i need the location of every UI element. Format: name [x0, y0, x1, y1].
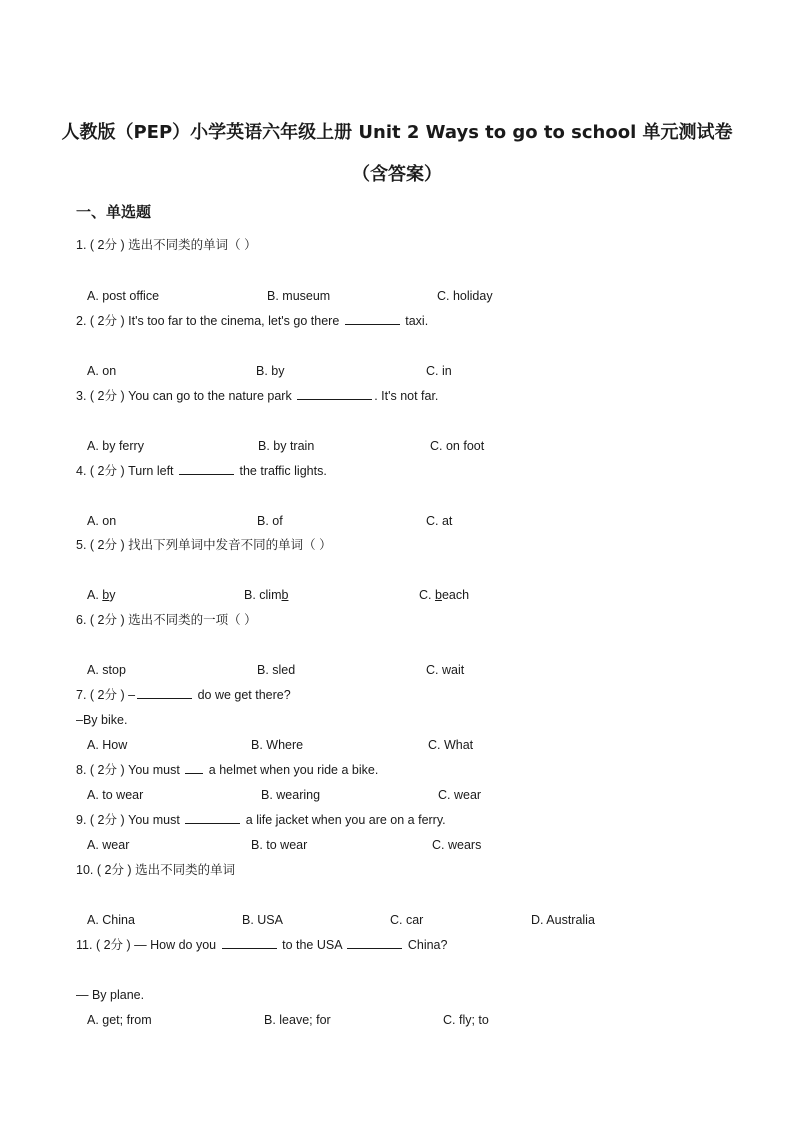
- q3-option-b[interactable]: B. by train: [258, 439, 315, 453]
- q5-option-b[interactable]: B. climb: [244, 588, 289, 602]
- question-4: 4. ( 2分 ) Turn left the traffic lights.: [76, 464, 327, 478]
- q2-option-c[interactable]: C. in: [426, 364, 452, 378]
- q4-option-a[interactable]: A. on: [87, 514, 117, 528]
- answer-blank[interactable]: [137, 687, 192, 699]
- q8-option-c[interactable]: C. wear: [438, 788, 482, 802]
- question-8: 8. ( 2分 ) You must a helmet when you ride a bike.: [76, 763, 379, 777]
- answer-blank[interactable]: [345, 313, 400, 325]
- question-7: 7. ( 2分 ) – do we get there?: [76, 688, 291, 702]
- q1-option-a[interactable]: A. post office: [87, 289, 160, 303]
- question-11: 11. ( 2分 ) — How do you to the USA China?: [76, 938, 448, 952]
- question-5: 5. ( 2分 ) 找出下列单词中发音不同的单词（ ）: [76, 538, 332, 552]
- question-2: 2. ( 2分 ) It's too far to the cinema, let's go there taxi.: [76, 314, 429, 328]
- q3-option-a[interactable]: A. by ferry: [87, 439, 144, 453]
- q11-option-a[interactable]: A. get; from: [87, 1013, 152, 1027]
- q6-option-c[interactable]: C. wait: [426, 663, 465, 677]
- q11-option-b[interactable]: B. leave; for: [264, 1013, 331, 1027]
- q2-option-b[interactable]: B. by: [256, 364, 285, 378]
- q9-option-c[interactable]: C. wears: [432, 838, 482, 852]
- q4-option-c[interactable]: C. at: [426, 514, 453, 528]
- answer-blank[interactable]: [185, 812, 240, 824]
- q7-option-b[interactable]: B. Where: [251, 738, 304, 752]
- q10-option-c[interactable]: C. car: [390, 913, 424, 927]
- question-6: 6. ( 2分 ) 选出不同类的一项（ ）: [76, 613, 257, 627]
- q9-option-a[interactable]: A. wear: [87, 838, 130, 852]
- answer-blank[interactable]: [347, 937, 402, 949]
- q10-option-b[interactable]: B. USA: [242, 913, 283, 927]
- q5-option-a[interactable]: A. by: [87, 588, 116, 602]
- q2-option-a[interactable]: A. on: [87, 364, 117, 378]
- q10-option-d[interactable]: D. Australia: [531, 913, 595, 927]
- question-3: 3. ( 2分 ) You can go to the nature park . It's not far.: [76, 389, 439, 403]
- section-heading: 一、单选题: [76, 203, 152, 221]
- q3-option-c[interactable]: C. on foot: [430, 439, 485, 453]
- q8-option-b[interactable]: B. wearing: [261, 788, 321, 802]
- question-10: 10. ( 2分 ) 选出不同类的单词: [76, 863, 236, 877]
- q5-option-c[interactable]: C. beach: [419, 588, 470, 602]
- question-9: 9. ( 2分 ) You must a life jacket when you are on a ferry.: [76, 813, 446, 827]
- q4-option-b[interactable]: B. of: [257, 514, 283, 528]
- q6-option-a[interactable]: A. stop: [87, 663, 126, 677]
- q7-option-a[interactable]: A. How: [87, 738, 128, 752]
- q9-option-b[interactable]: B. to wear: [251, 838, 308, 852]
- q10-option-a[interactable]: A. China: [87, 913, 135, 927]
- answer-blank[interactable]: [297, 388, 372, 400]
- q7-answer-line: –By bike.: [76, 713, 128, 727]
- q11-answer-line: — By plane.: [76, 988, 145, 1002]
- q11-option-c[interactable]: C. fly; to: [443, 1013, 489, 1027]
- page-title: 人教版（PEP）小学英语六年级上册 Unit 2 Ways to go to school 单元测试卷（含答案）: [61, 122, 733, 185]
- answer-blank[interactable]: [179, 463, 234, 475]
- q8-option-a[interactable]: A. to wear: [87, 788, 144, 802]
- q6-option-b[interactable]: B. sled: [257, 663, 296, 677]
- answer-blank[interactable]: [222, 937, 277, 949]
- q1-option-c[interactable]: C. holiday: [437, 289, 493, 303]
- q7-option-c[interactable]: C. What: [428, 738, 474, 752]
- question-1: 1. ( 2分 ) 选出不同类的单词（ ）: [76, 238, 257, 252]
- answer-blank[interactable]: [185, 762, 203, 774]
- q1-option-b[interactable]: B. museum: [267, 289, 331, 303]
